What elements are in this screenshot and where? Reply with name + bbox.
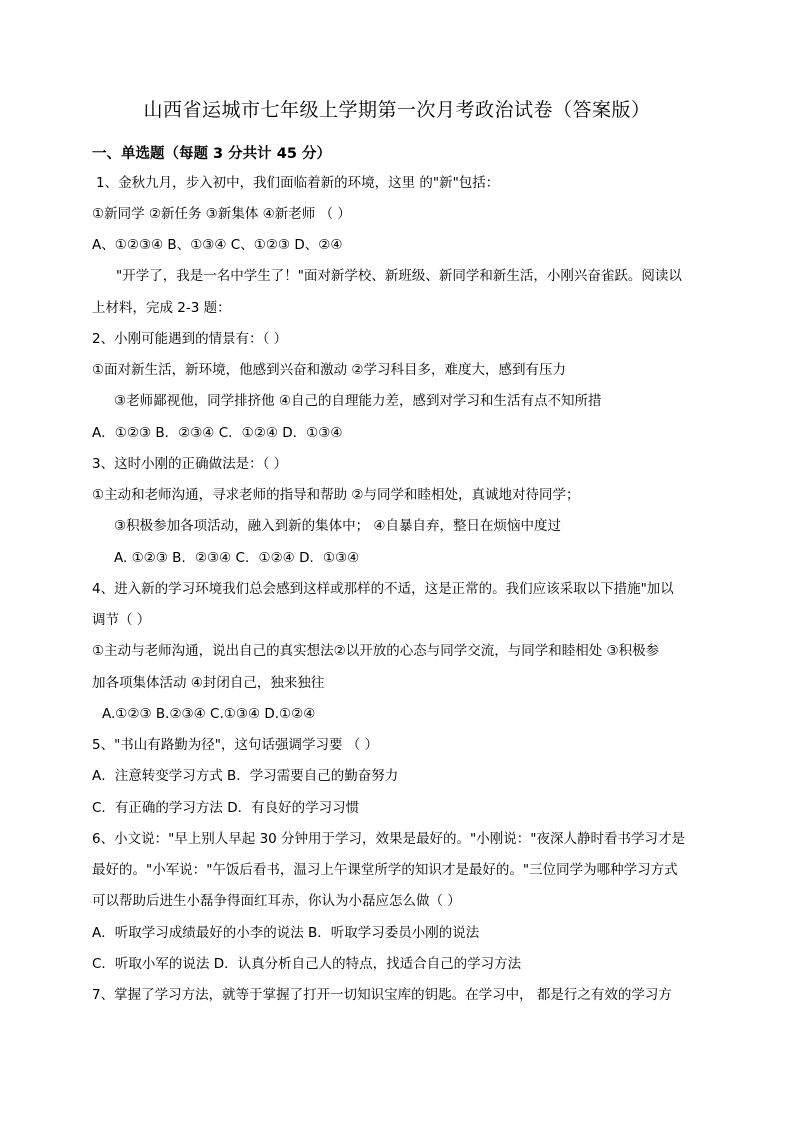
question-6-stem-line-2: 最好的。"小军说："午饭后看书，温习上午课堂所学的知识才是最好的。"三位同学为哪种学习方式 bbox=[92, 862, 678, 878]
question-3-stem: 3、这时小刚的正确做法是：（ ） bbox=[92, 456, 288, 472]
question-4-items-line-2: 加各项集体活动 ④封闭自己，独来独往 bbox=[92, 675, 325, 691]
question-4-items-line-1: ①主动与老师沟通，说出自己的真实想法②以开放的心态与同学交流，与同学和睦相处 ③积极参 bbox=[92, 643, 660, 659]
question-5-stem: 5、"书山有路勤为径"，这句话强调学习要 （ ） bbox=[92, 737, 379, 753]
question-6-options-line-1: A．听取学习成绩最好的小李的说法 B．听取学习委员小刚的说法 bbox=[92, 925, 480, 941]
question-1-stem: 1、金秋九月，步入初中，我们面临着新的环境，这里 的"新"包括： bbox=[96, 175, 500, 191]
question-5-options-line-1: A．注意转变学习方式 B．学习需要自己的勤奋努力 bbox=[92, 768, 399, 784]
question-6-options-line-2: C．听取小军的说法 D．认真分析自己人的特点，找适合自己的学习方法 bbox=[92, 956, 522, 972]
question-2-items-line-2: ③老师鄙视他，同学排挤他 ④自己的自理能力差，感到对学习和生活有点不知所措 bbox=[114, 393, 602, 409]
section-heading: 一、单选题（每题 3 分共计 45 分） bbox=[92, 146, 331, 162]
question-3-items-line-1: ①主动和老师沟通，寻求老师的指导和帮助 ②与同学和睦相处，真诚地对待同学； bbox=[92, 487, 580, 503]
question-3-items-line-2: ③积极参加各项活动，融入到新的集体中； ④自暴自弃，整日在烦恼中度过 bbox=[114, 518, 561, 534]
material-intro-line-1: "开学了，我是一名中学生了！"面对新学校、新班级、新同学和新生活，小刚兴奋雀跃。阅读以 bbox=[116, 268, 682, 284]
question-4-stem-line-2: 调节（ ） bbox=[92, 612, 151, 628]
question-2-items-line-1: ①面对新生活，新环境，他感到兴奋和激动 ②学习科目多，难度大，感到有压力 bbox=[92, 362, 566, 378]
question-2-stem: 2、小刚可能遇到的情景有：（ ） bbox=[92, 331, 288, 347]
question-4-options: A.①②③ B.②③④ C.①③④ D.①②④ bbox=[102, 706, 316, 722]
question-6-stem-line-3: 可以帮助后进生小磊争得面红耳赤，你认为小磊应怎么做（ ） bbox=[92, 893, 461, 909]
question-5-options-line-2: C．有正确的学习方法 D．有良好的学习习惯 bbox=[92, 800, 360, 816]
question-6-stem-line-1: 6、小文说："早上别人早起 30 分钟用于学习，效果是最好的。"小刚说："夜深人静时看书学习才是 bbox=[92, 831, 685, 847]
question-1-items: ①新同学 ②新任务 ③新集体 ④新老师 （ ） bbox=[92, 206, 351, 222]
question-4-stem-line-1: 4、进入新的学习环境我们总会感到这样或那样的不适，这是正常的。我们应该采取以下措施"加以 bbox=[92, 581, 674, 597]
question-7-stem-line-1: 7、掌握了学习方法，就等于掌握了打开一切知识宝库的钥匙。在学习中， 都是行之有效的学习方 bbox=[92, 987, 672, 1003]
exam-title: 山西省运城市七年级上学期第一次月考政治试卷（答案版） bbox=[143, 99, 651, 121]
question-1-options: A、①②③④ B、①③④ C、①②③ D、②④ bbox=[92, 237, 343, 253]
question-2-options: A．①②③ B．②③④ C．①②④ D．①③④ bbox=[92, 425, 343, 441]
material-intro-line-2: 上材料，完成 2-3 题： bbox=[92, 300, 231, 316]
question-3-options: A. ①②③ B．②③④ C．①②④ D．①③④ bbox=[114, 550, 360, 566]
